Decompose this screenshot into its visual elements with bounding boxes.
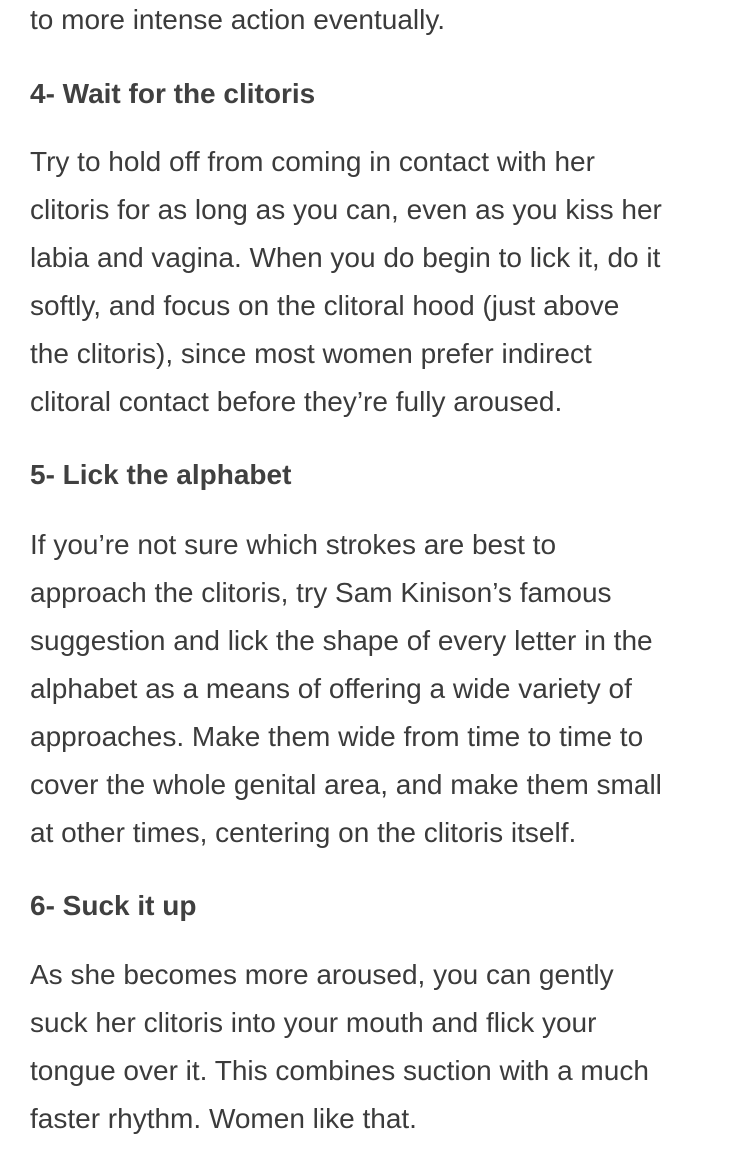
- paragraph-line: suggestion and lick the shape of every letter in the: [30, 625, 653, 656]
- paragraph-line: tongue over it. This combines suction with a much: [30, 1055, 649, 1086]
- paragraph-line: As she becomes more aroused, you can gently: [30, 959, 614, 990]
- paragraph-line: labia and vagina. When you do begin to lick it, do it: [30, 242, 661, 273]
- section-heading-5: 5- Lick the alphabet: [30, 459, 292, 490]
- lead-in-text: to more intense action eventually.: [30, 4, 446, 35]
- paragraph-line: approach the clitoris, try Sam Kinison’s famous: [30, 577, 612, 608]
- section-paragraph-6: [30, 951, 730, 1143]
- section-heading-6: 6- Suck it up: [30, 890, 197, 921]
- paragraph-line: at other times, centering on the clitoris itself.: [30, 817, 577, 848]
- paragraph-line: cover the whole genital area, and make them small: [30, 769, 662, 800]
- paragraph-line: alphabet as a means of offering a wide variety of: [30, 673, 632, 704]
- paragraph-line: approaches. Make them wide from time to time to: [30, 721, 644, 752]
- section-heading-4: 4- Wait for the clitoris: [30, 78, 316, 109]
- paragraph-line: suck her clitoris into your mouth and flick your: [30, 1007, 597, 1038]
- section-paragraph-5: [30, 521, 730, 857]
- paragraph-line: the clitoris), since most women prefer indirect: [30, 338, 592, 369]
- paragraph-line: If you’re not sure which strokes are best to: [30, 529, 557, 560]
- section-paragraph-4: [30, 138, 730, 426]
- paragraph-line: Try to hold off from coming in contact with her: [30, 146, 595, 177]
- paragraph-line: clitoris for as long as you can, even as you kiss her: [30, 194, 662, 225]
- paragraph-line: softly, and focus on the clitoral hood (just above: [30, 290, 620, 321]
- paragraph-line: clitoral contact before they’re fully aroused.: [30, 386, 563, 417]
- paragraph-line: faster rhythm. Women like that.: [30, 1103, 417, 1134]
